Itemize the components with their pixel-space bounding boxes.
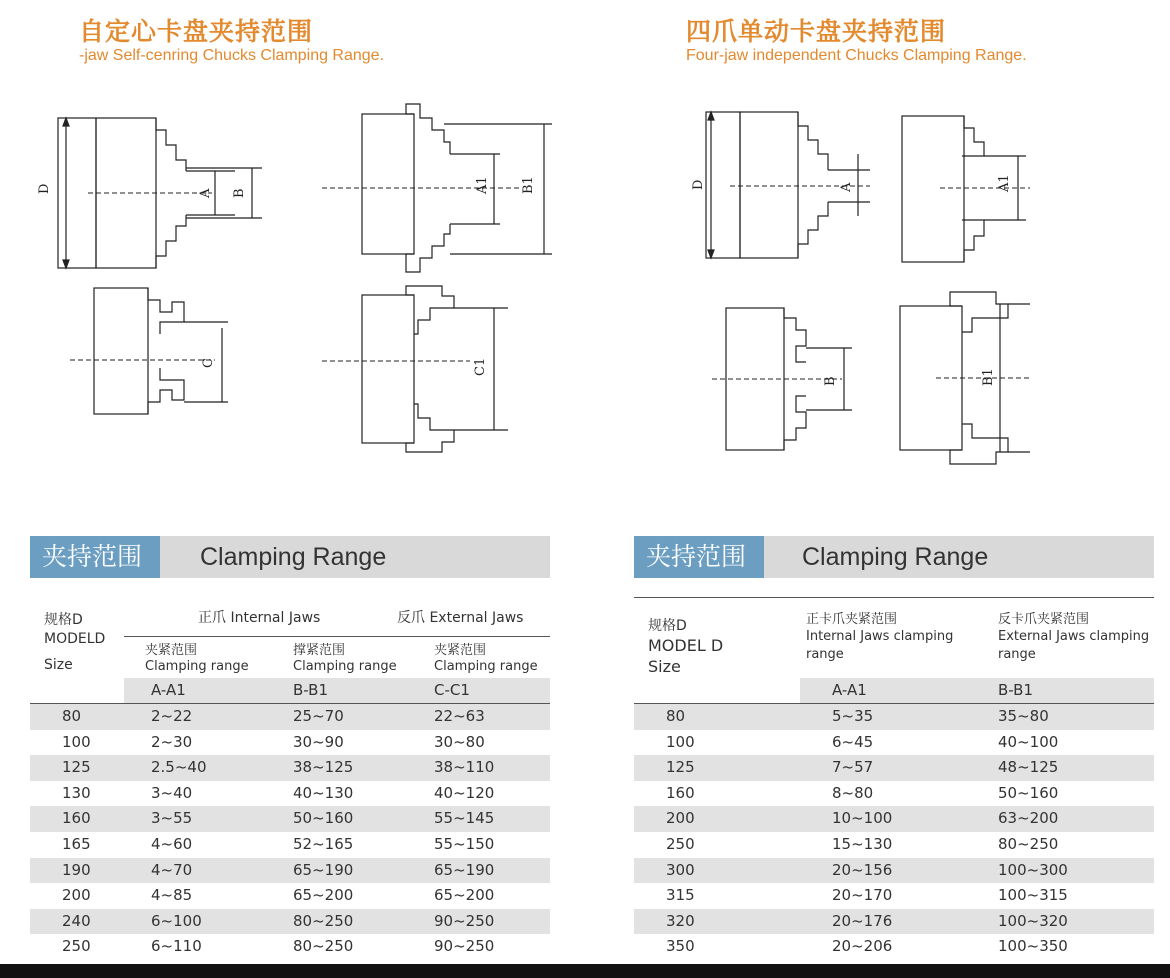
table-cell: 2.5~40 xyxy=(151,758,207,777)
label-b-four: B xyxy=(823,376,838,386)
left-banner xyxy=(30,536,550,578)
table-cell: 100 xyxy=(666,732,695,751)
table-row xyxy=(634,806,1154,832)
right-external-en1: External Jaws clamping xyxy=(998,629,1150,644)
left-code-c: C-C1 xyxy=(434,681,470,699)
table-cell: 300 xyxy=(666,860,695,879)
right-model-size: Size xyxy=(648,657,681,676)
table-cell: 250 xyxy=(62,937,91,956)
table-cell: 165 xyxy=(62,835,91,853)
diagram-internal-a1-b1 xyxy=(322,104,552,272)
left-model-size: Size xyxy=(44,657,73,673)
table-cell: 20~170 xyxy=(832,886,893,905)
table-cell: 40~130 xyxy=(293,783,354,802)
table-row xyxy=(30,806,550,832)
table-cell: 4~60 xyxy=(151,835,193,853)
right-external-cn: 反卡爪夹紧范围 xyxy=(998,612,1090,627)
label-c: C xyxy=(201,358,216,368)
table-cell: 10~100 xyxy=(832,809,893,828)
table-row xyxy=(634,730,1154,756)
table-cell: 65~200 xyxy=(293,886,354,905)
diagram-four-jaw-b1 xyxy=(900,292,1030,464)
left-sub-en-2: Clamping range xyxy=(293,659,397,674)
table-cell: 65~200 xyxy=(434,886,495,905)
left-sub-cn-3: 夹紧范围 xyxy=(434,643,487,658)
right-diagrams xyxy=(580,90,1170,470)
table-row xyxy=(30,704,550,730)
table-cell: 2~30 xyxy=(151,732,193,751)
label-a-four: A xyxy=(839,182,854,192)
label-d: D xyxy=(37,183,52,194)
table-row xyxy=(634,755,1154,781)
table-cell: 200 xyxy=(62,886,91,905)
table-row xyxy=(30,934,550,960)
table-cell: 38~110 xyxy=(434,758,495,777)
left-model-en: MODELD xyxy=(44,631,106,647)
right-title-cn: 四爪单动卡盘夹持范围 xyxy=(686,17,947,46)
table-cell: 3~40 xyxy=(151,783,193,802)
label-c1: C1 xyxy=(473,357,488,376)
table-cell: 100~300 xyxy=(998,860,1068,879)
table-cell: 90~250 xyxy=(434,911,495,930)
right-code-row xyxy=(800,678,1154,704)
bottom-edge-bar xyxy=(0,964,1170,978)
table-row xyxy=(634,781,1154,807)
table-row xyxy=(30,755,550,781)
diagram-four-jaw-b xyxy=(712,308,852,450)
table-cell: 90~250 xyxy=(434,937,495,956)
table-cell: 200 xyxy=(666,809,695,828)
right-model-cn: 规格D xyxy=(648,618,687,634)
left-banner-cn: 夹持范围 xyxy=(30,536,160,578)
table-cell: 55~145 xyxy=(434,809,495,828)
table-row xyxy=(30,858,550,884)
table-cell: 3~55 xyxy=(151,809,193,828)
left-internal-jaws: 正爪 Internal Jaws xyxy=(198,610,321,626)
diagram-external-c xyxy=(70,288,228,414)
table-cell: 100~315 xyxy=(998,886,1068,905)
table-cell: 20~156 xyxy=(832,860,893,879)
table-cell: 100 xyxy=(62,732,91,751)
left-sub-en-3: Clamping range xyxy=(434,659,538,674)
label-a1: A1 xyxy=(475,176,490,194)
label-d-four: D xyxy=(691,179,706,190)
left-sub-cn-2: 撑紧范围 xyxy=(293,643,346,658)
table-cell: 6~110 xyxy=(151,937,202,956)
label-b: B xyxy=(232,188,247,198)
table-cell: 240 xyxy=(62,911,91,930)
label-a1-four: A1 xyxy=(997,174,1012,192)
table-cell: 160 xyxy=(666,783,695,802)
left-code-b: B-B1 xyxy=(293,681,329,699)
table-cell: 130 xyxy=(62,783,91,802)
right-banner xyxy=(634,536,1154,578)
right-internal-en1: Internal Jaws clamping xyxy=(806,629,954,644)
table-cell: 30~90 xyxy=(293,732,344,751)
right-internal-en2: range xyxy=(806,647,844,662)
right-code-a: A-A1 xyxy=(832,681,867,699)
table-cell: 38~125 xyxy=(293,758,354,777)
right-top-line xyxy=(634,597,1154,598)
right-code-b: B-B1 xyxy=(998,681,1034,699)
right-internal-cn: 正卡爪夹紧范围 xyxy=(806,612,898,627)
label-b1: B1 xyxy=(521,176,536,194)
table-cell: 2~22 xyxy=(151,707,193,725)
label-b1-four: B1 xyxy=(981,368,996,386)
table-cell: 315 xyxy=(666,886,695,905)
table-cell: 125 xyxy=(666,758,695,777)
diagram-four-jaw-a1 xyxy=(902,116,1030,262)
table-cell: 6~100 xyxy=(151,911,202,930)
table-row xyxy=(30,781,550,807)
left-model-cn: 规格D xyxy=(44,612,83,628)
left-title-en: -jaw Self-cenring Chucks Clamping Range. xyxy=(79,47,385,64)
table-cell: 250 xyxy=(666,835,695,853)
table-cell: 100~320 xyxy=(998,911,1068,930)
table-cell: 5~35 xyxy=(832,707,874,725)
left-external-jaws: 反爪 External Jaws xyxy=(397,610,524,626)
table-cell: 50~160 xyxy=(293,809,354,828)
table-cell: 7~57 xyxy=(832,758,874,777)
diagram-four-jaw-a xyxy=(691,112,870,258)
table-cell: 30~80 xyxy=(434,732,485,751)
table-row xyxy=(634,858,1154,884)
table-row xyxy=(634,909,1154,935)
left-code-row xyxy=(124,678,550,704)
table-cell: 80~250 xyxy=(293,911,354,930)
table-row xyxy=(634,883,1154,909)
right-external-en2: range xyxy=(998,647,1036,662)
table-cell: 35~80 xyxy=(998,707,1049,725)
diagram-internal-a-b xyxy=(37,118,262,268)
table-row xyxy=(30,832,550,858)
right-model-en: MODEL D xyxy=(648,636,724,655)
table-row xyxy=(30,883,550,909)
right-banner-en: Clamping Range xyxy=(802,543,989,571)
table-row xyxy=(634,704,1154,730)
table-cell: 48~125 xyxy=(998,758,1059,777)
table-cell: 55~150 xyxy=(434,835,495,853)
table-cell: 65~190 xyxy=(434,860,495,879)
left-banner-en: Clamping Range xyxy=(200,543,387,571)
left-code-a: A-A1 xyxy=(151,681,186,699)
left-sub-en-1: Clamping range xyxy=(145,659,249,674)
left-title-cn: 自定心卡盘夹持范围 xyxy=(79,17,314,46)
table-cell: 4~70 xyxy=(151,860,193,879)
table-cell: 20~206 xyxy=(832,937,893,956)
table-row xyxy=(30,730,550,756)
table-cell: 22~63 xyxy=(434,707,485,725)
left-header-line xyxy=(124,636,550,637)
table-cell: 6~45 xyxy=(832,732,874,751)
table-cell: 80~250 xyxy=(998,835,1059,853)
table-cell: 125 xyxy=(62,758,91,777)
table-cell: 40~120 xyxy=(434,783,495,802)
table-cell: 50~160 xyxy=(998,783,1059,802)
table-cell: 80~250 xyxy=(293,937,354,956)
table-cell: 20~176 xyxy=(832,911,893,930)
table-row xyxy=(634,934,1154,960)
table-cell: 350 xyxy=(666,937,695,956)
right-title-en: Four-jaw independent Chucks Clamping Range. xyxy=(686,47,1027,64)
table-cell: 80 xyxy=(62,707,82,725)
table-cell: 40~100 xyxy=(998,732,1059,751)
table-cell: 25~70 xyxy=(293,707,344,725)
table-cell: 63~200 xyxy=(998,809,1059,828)
right-banner-cn: 夹持范围 xyxy=(634,536,764,578)
left-diagrams xyxy=(0,90,580,460)
table-cell: 52~165 xyxy=(293,835,354,853)
table-cell: 80 xyxy=(666,707,686,725)
table-cell: 15~130 xyxy=(832,835,893,853)
table-cell: 8~80 xyxy=(832,783,874,802)
left-sub-cn-1: 夹紧范围 xyxy=(145,643,198,658)
table-cell: 190 xyxy=(62,860,91,879)
table-cell: 320 xyxy=(666,911,695,930)
table-cell: 100~350 xyxy=(998,937,1068,956)
table-cell: 160 xyxy=(62,809,91,828)
diagram-external-c1 xyxy=(322,286,508,452)
table-row xyxy=(634,832,1154,858)
label-a: A xyxy=(198,188,213,198)
table-cell: 4~85 xyxy=(151,886,193,905)
table-cell: 65~190 xyxy=(293,860,354,879)
table-row xyxy=(30,909,550,935)
